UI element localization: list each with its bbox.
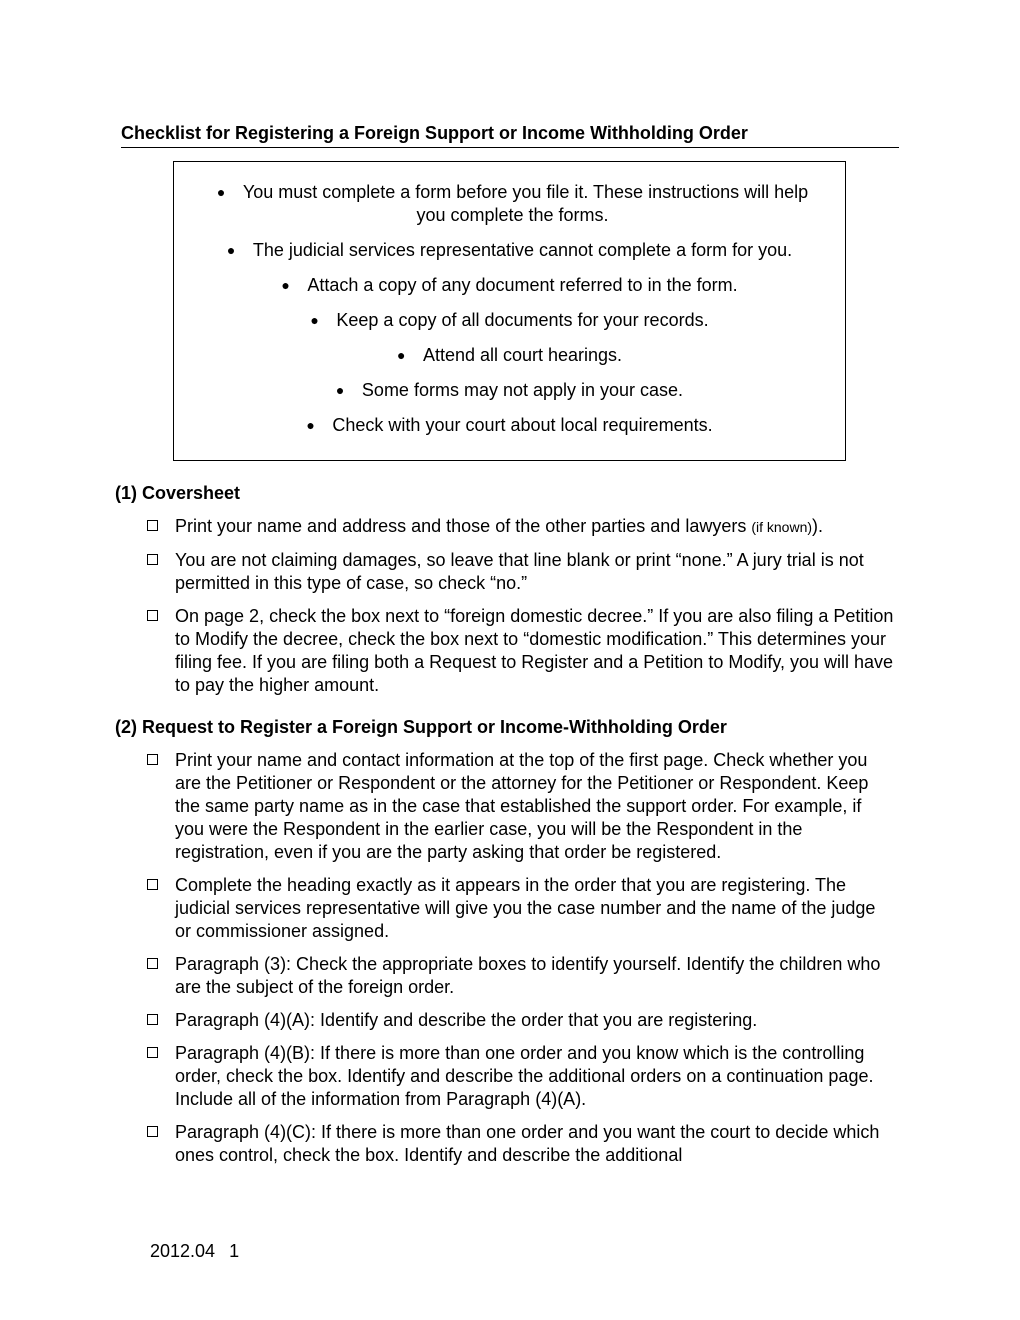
version-label: 2012.04	[150, 1241, 216, 1261]
checkbox[interactable]	[147, 1126, 158, 1137]
page-number: 1	[229, 1241, 240, 1261]
checklist-item: Complete the heading exactly as it appears in the order that you are registering. The judicial services representative will give you the case number and the name of the judge or commissioner assigned.	[115, 874, 905, 943]
instruction-item: ● Attend all court hearings.	[396, 345, 623, 365]
instruction-item: ● Check with your court about local requirements.	[306, 415, 713, 435]
instruction-item: ● Attach a copy of any document referred to in the form.	[281, 275, 738, 295]
section-heading: (1) Coversheet	[115, 483, 241, 503]
checklist-item: You are not claiming damages, so leave that line blank or print “none.” A jury trial is not permitted in this type of case, so check “no.”	[115, 549, 905, 595]
checklist-item: On page 2, check the box next to “foreign domestic decree.” If you are also filing a Petition to Modify the decree, check the box next to “domestic modification.” This determines your filing fee. If you are filing both a Request to Register and a Petition to Modify, you will have to pay the higher amount.	[115, 605, 905, 697]
bullet-icon: ●	[226, 242, 236, 258]
checkbox[interactable]	[147, 879, 158, 890]
instruction-item: ● Some forms may not apply in your case.	[335, 380, 684, 400]
checklist-item: Paragraph (4)(A): Identify and describe the order that you are registering.	[115, 1009, 905, 1032]
checkbox[interactable]	[147, 958, 158, 969]
section-heading: (2) Request to Register a Foreign Support or Income-Withholding Order	[115, 717, 727, 737]
bullet-icon: ●	[306, 417, 315, 433]
instruction-item: ● Keep a copy of all documents for your records.	[310, 310, 709, 330]
checkbox[interactable]	[147, 520, 158, 531]
bullet-icon: ●	[216, 184, 226, 200]
bullet-icon: ●	[396, 347, 406, 363]
instruction-item: ● You must complete a form before you file it. These instructions will help you complete the forms.	[216, 182, 809, 225]
checklist-item: Print your name and contact information at the top of the first page. Check whether you are the Petitioner or Respondent or the attorney for the Petitioner or Respondent. Keep the same party name as in the case that established the support order. For example, if you were the Respondent in the earlier case, you will be the Respondent in the registration, even if you are the party asking that order be registered.	[115, 749, 905, 864]
checklist-item: Paragraph (4)(B): If there is more than one order and you know which is the controlling order, check the box. Identify and describe the additional orders on a continuation page. Include all of the information from Paragraph (4)(A).	[115, 1042, 905, 1111]
checklist-item: Paragraph (3): Check the appropriate boxes to identify yourself. Identify the children who are the subject of the foreign order.	[115, 953, 905, 999]
page-title: Checklist for Registering a Foreign Support or Income Withholding Order	[121, 122, 899, 148]
checkbox[interactable]	[147, 1014, 158, 1025]
page-footer	[150, 1240, 239, 1262]
checkbox[interactable]	[147, 610, 158, 621]
instructions-box	[173, 161, 846, 461]
bullet-icon: ●	[310, 312, 319, 328]
checkbox[interactable]	[147, 754, 158, 765]
section-request-to-register	[115, 716, 905, 1177]
checkbox[interactable]	[147, 1047, 158, 1058]
checklist-item: Paragraph (4)(C): If there is more than one order and you want the court to decide which ones control, check the box. Identify and describe the additional	[115, 1121, 905, 1167]
bullet-icon: ●	[335, 382, 345, 398]
checklist-item: Print your name and address and those of the other parties and lawyers (if known)).	[115, 515, 905, 539]
instruction-item: ● The judicial services representative cannot complete a form for you.	[226, 240, 793, 260]
section-coversheet	[115, 482, 905, 707]
bullet-icon: ●	[281, 277, 290, 293]
checkbox[interactable]	[147, 554, 158, 565]
